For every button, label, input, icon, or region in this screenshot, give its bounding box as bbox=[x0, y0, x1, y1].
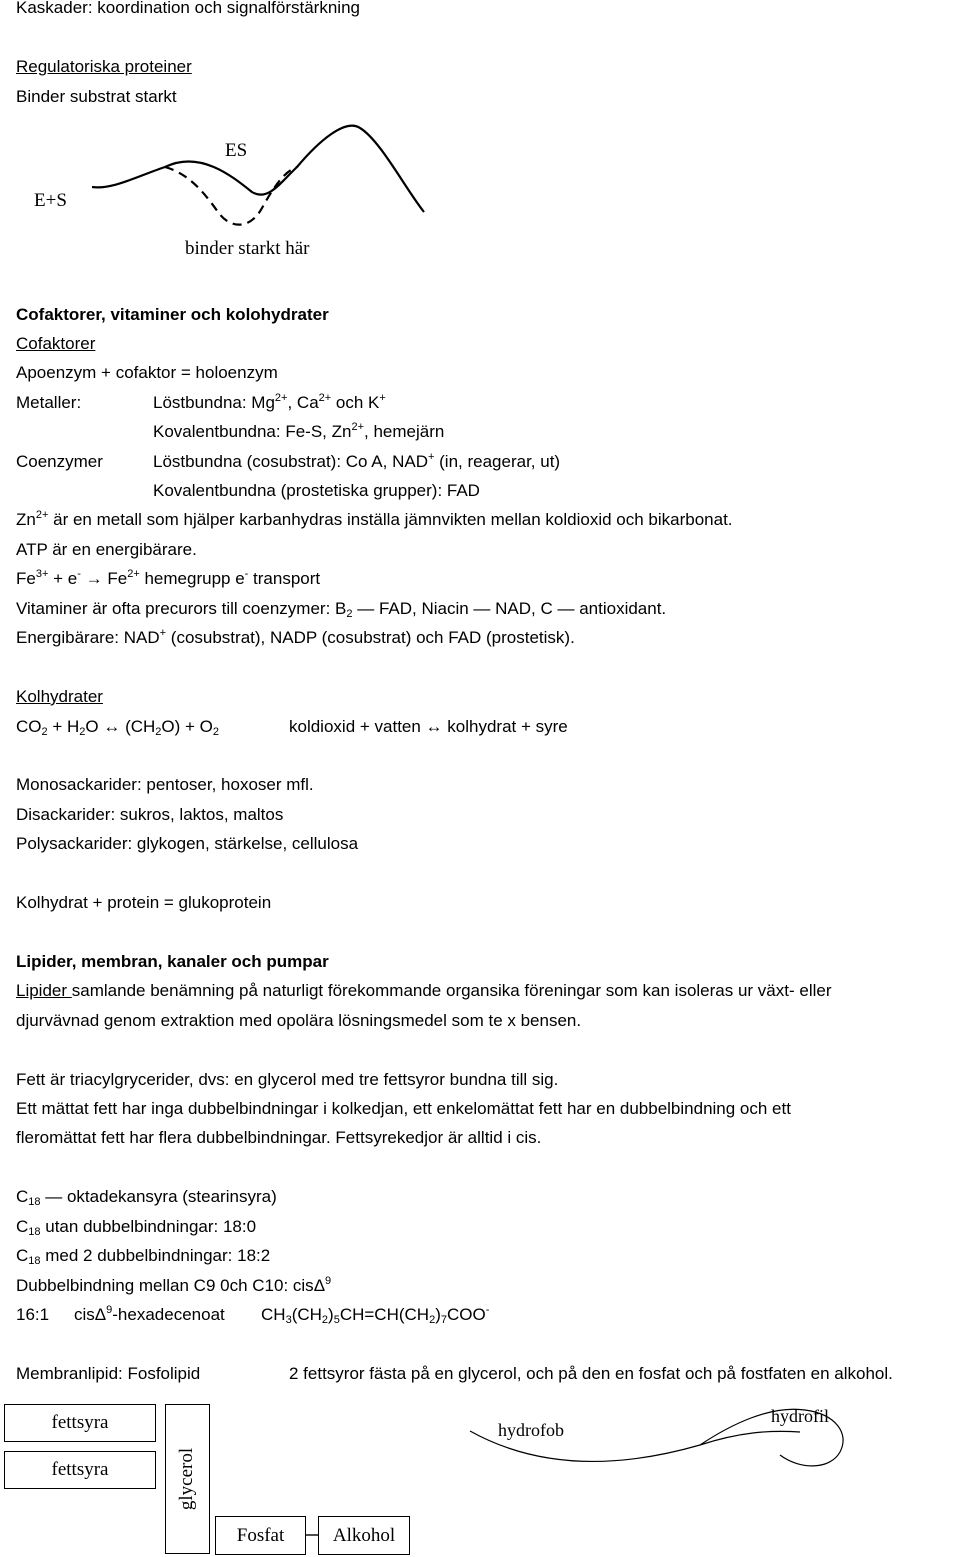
hydrofil-label: hydrofil bbox=[771, 1406, 829, 1426]
fe-line: $Fe^{3+} + e^- \to Fe^{2+}$ hemegrupp e- transport bbox=[16, 568, 321, 588]
dubbelbindning-line: Dubbelbindning mellan C9 0ch C10: cisΔ$^9$ bbox=[16, 1275, 332, 1295]
membranlipid-label: Membranlipid: Fosfolipid bbox=[16, 1364, 201, 1383]
mono-line: Monosackarider: pentoser, hoxoser mfl. bbox=[16, 775, 314, 794]
section-subheading-regulatory: Regulatoriska proteiner bbox=[16, 57, 192, 76]
lipider-definition: Lipider samlande benämning på naturligt förekommande organsika föreningar som kan isoleras ur växt- eller bbox=[16, 981, 832, 1000]
fosfat-box: Fosfat bbox=[215, 1516, 306, 1555]
mattat-line-1: Ett mättat fett har inga dubbelbindningar i kolkedjan, ett enkelomättat fett har en dubbelbindning och ett bbox=[16, 1099, 791, 1118]
glycerol-label: glycerol bbox=[176, 1447, 198, 1511]
section-heading-lipider: Lipider, membran, kanaler och pumpar bbox=[16, 952, 329, 971]
glukoprotein-line: Kolhydrat + protein = glukoprotein bbox=[16, 893, 272, 912]
kolhydrat-words: koldioxid + vatten ↔ kolhydrat + syre bbox=[289, 717, 568, 736]
c18-line-3: $C_{18}$ med 2 dubbelbindningar: 18:2 bbox=[16, 1246, 271, 1267]
di-line: Disackarider: sukros, laktos, maltos bbox=[16, 805, 284, 824]
hexadecenoat-formula: $CH_3(CH_2)_5CH=CH(CH_2)_7COO^-$ bbox=[261, 1304, 490, 1326]
subheading-kolhydrater: Kolhydrater bbox=[16, 687, 103, 706]
zn-line: $Zn^{2+}$ är en metall som hjälper karbanhydras inställa jämnvikten mellan koldioxid och bikarbonat. bbox=[16, 509, 733, 529]
lipider-definition-2: djurvävnad genom extraktion med opolära lösningsmedel som te x bensen. bbox=[16, 1011, 582, 1030]
energy-label-es: ES bbox=[225, 140, 248, 161]
alkohol-box: Alkohol bbox=[318, 1516, 410, 1555]
hydrofob-label: hydrofob bbox=[498, 1420, 564, 1440]
energy-label-binds: binder starkt här bbox=[185, 238, 310, 259]
kolhydrat-formula: $CO_2 + H_2O$ ↔ $(CH_2O) + O_2$ bbox=[16, 717, 220, 738]
c18-line-2: $C_{18}$ utan dubbelbindningar: 18:0 bbox=[16, 1217, 257, 1238]
fett-line: Fett är triacylgrycerider, dvs: en glycerol med tre fettsyror bundna till sig. bbox=[16, 1070, 559, 1089]
energibarare-line: Energibärare: NAD+ (cosubstrat), NADP (cosubstrat) och FAD (prostetisk). bbox=[16, 627, 575, 647]
poly-line: Polysackarider: glykogen, stärkelse, cellulosa bbox=[16, 834, 359, 853]
metaller-line-1: Löstbundna: $Mg^{2+}$, $Ca^{2+}$ och K+ bbox=[153, 392, 386, 412]
regulatory-line: Binder substrat starkt bbox=[16, 87, 177, 106]
fettsyra-box-1: fettsyra bbox=[4, 1404, 156, 1442]
fettsyra-box-2: fettsyra bbox=[4, 1451, 156, 1489]
c18-line-1: $C_{18}$ — oktadekansyra (stearinsyra) bbox=[16, 1187, 277, 1208]
metaller-label: Metaller: bbox=[16, 393, 82, 412]
atp-line: ATP är en energibärare. bbox=[16, 540, 197, 559]
mattat-line-2: fleromättat fett har flera dubbelbindningar. Fettsyrekedjor är alltid i cis. bbox=[16, 1128, 542, 1147]
coenzymer-line-2: Kovalentbundna (prostetiska grupper): FAD bbox=[153, 481, 480, 500]
membranlipid-description: 2 fettsyror fästa på en glycerol, och på den en fosfat och på fostfaten en alkohol. bbox=[289, 1364, 893, 1383]
hexadecenoat-name: cisΔ$^9$-hexadecenoat bbox=[74, 1304, 225, 1324]
vitaminer-line: Vitaminer är ofta precurors till coenzymer: $B_2$ — FAD, Niacin — NAD, C — antioxidant. bbox=[16, 599, 667, 620]
coenzymer-line-1: Löstbundna (cosubstrat): Co A, NAD+ (in, reagerar, ut) bbox=[153, 451, 561, 471]
glycerol-box bbox=[165, 1404, 210, 1554]
page-title: Kaskader: koordination och signalförstärkning bbox=[16, 0, 360, 17]
metaller-line-2: Kovalentbundna: Fe-S, $Zn^{2+}$, hemejärn bbox=[153, 421, 445, 441]
section-heading-cofactors: Cofaktorer, vitaminer och kolohydrater bbox=[16, 305, 329, 324]
subheading-cofaktorer: Cofaktorer bbox=[16, 334, 96, 353]
hexadecenoat-number: 16:1 bbox=[16, 1305, 50, 1324]
apoenzym-line: Apoenzym + cofaktor = holoenzym bbox=[16, 363, 278, 382]
coenzymer-label: Coenzymer bbox=[16, 452, 103, 471]
energy-label-e-plus-s: E+S bbox=[34, 190, 67, 211]
